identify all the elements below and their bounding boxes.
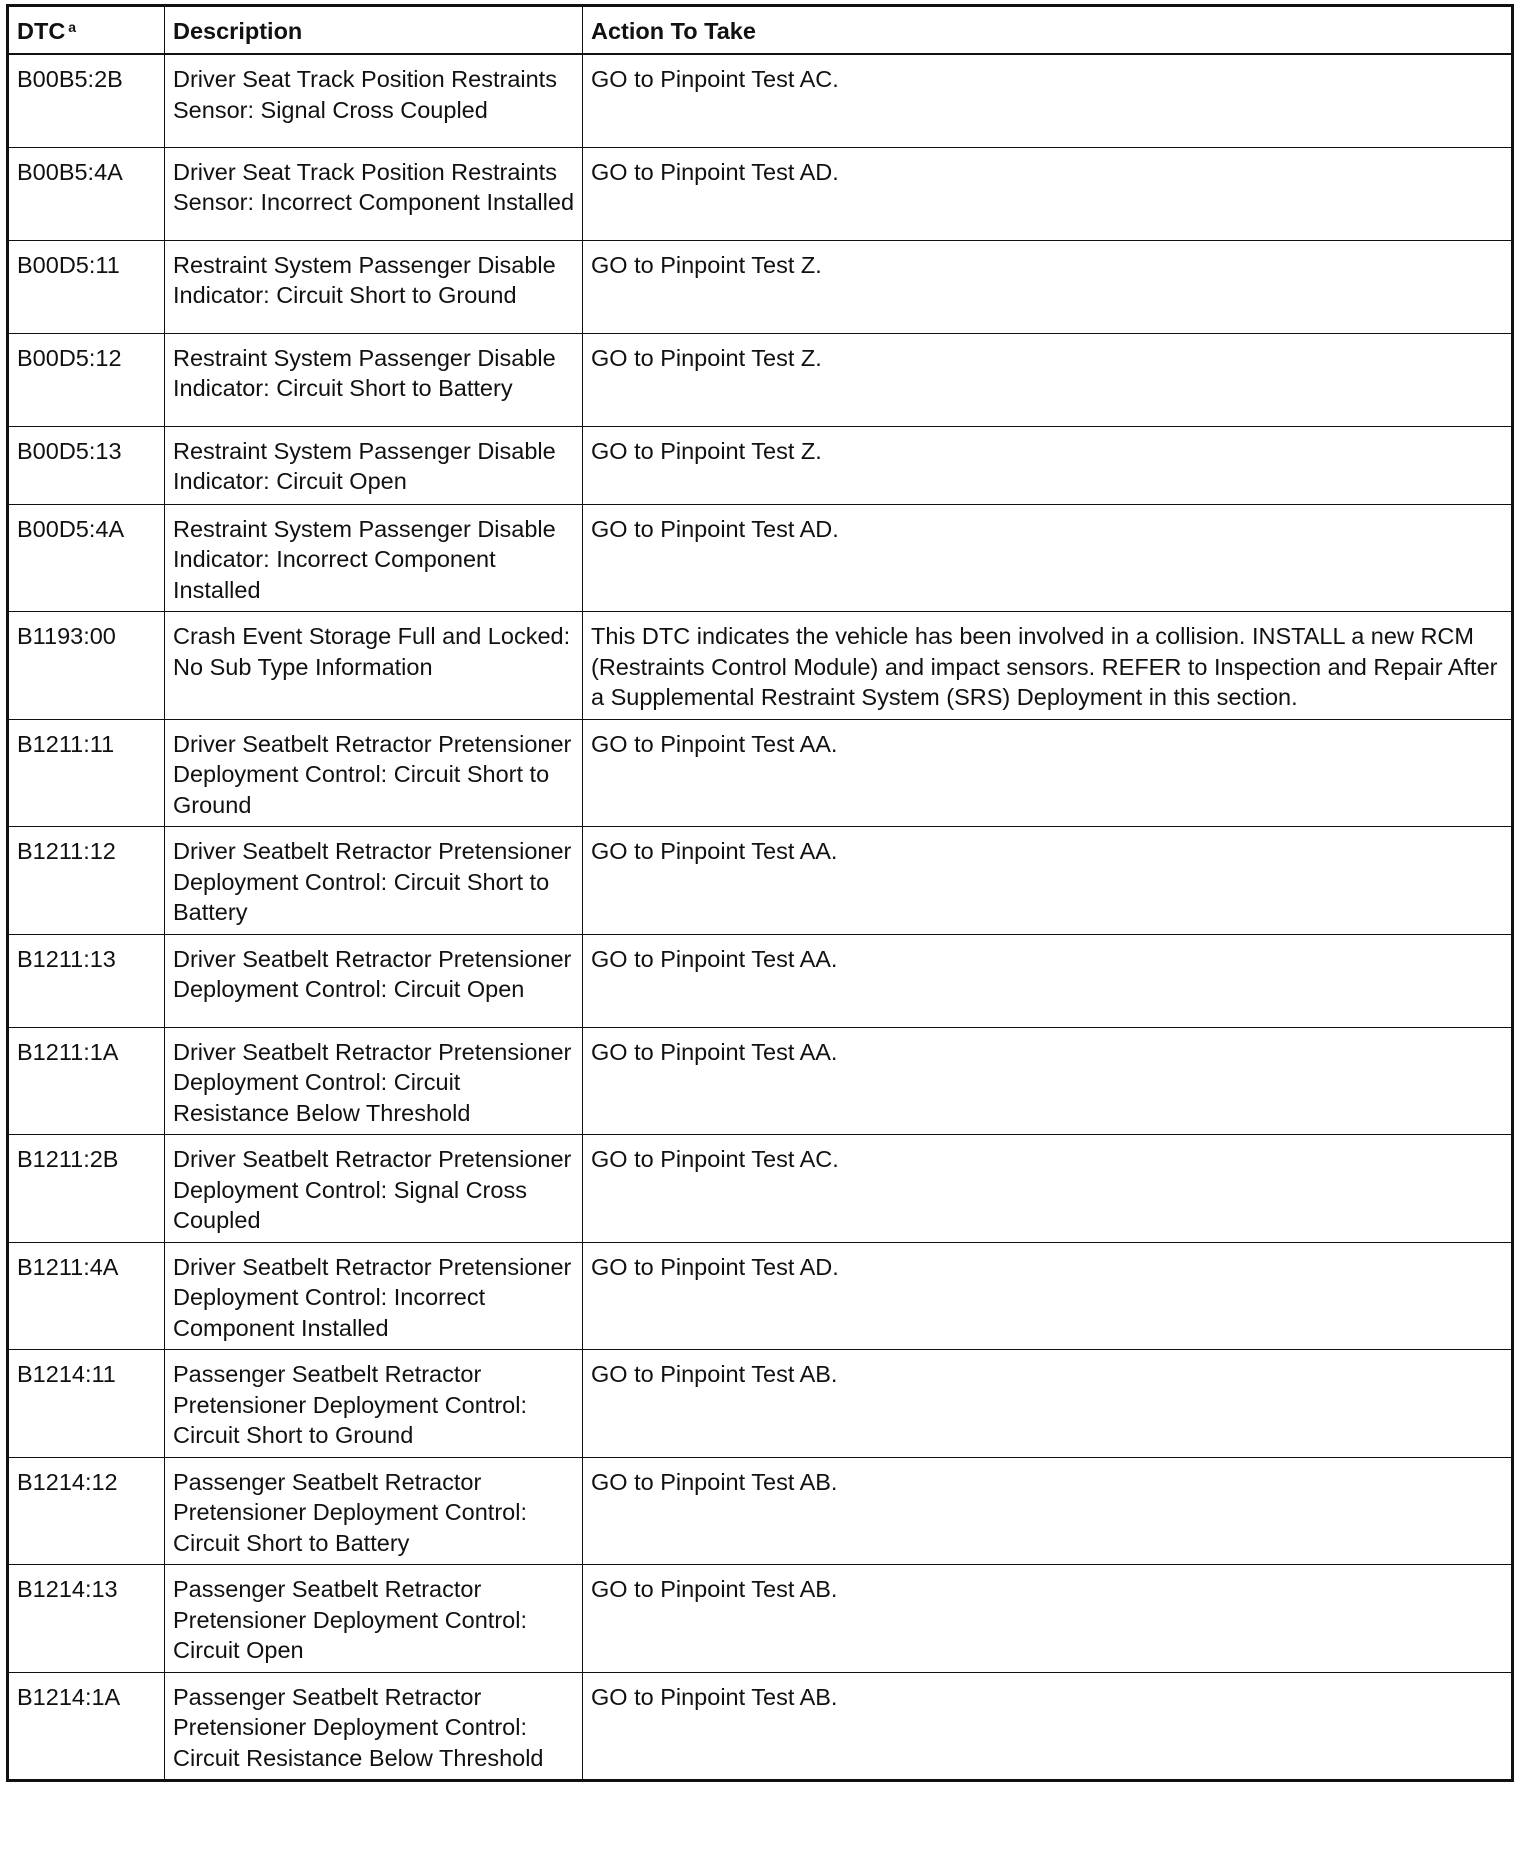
dtc-cell: B1214:1A	[8, 1672, 165, 1781]
dtc-cell: B00B5:2B	[8, 54, 165, 147]
action-cell: GO to Pinpoint Test AB.	[583, 1457, 1513, 1565]
action-cell: GO to Pinpoint Test AB.	[583, 1672, 1513, 1781]
description-cell: Driver Seatbelt Retractor Pretensioner Deployment Control: Circuit Open	[165, 934, 583, 1027]
table-row	[8, 54, 1513, 147]
action-cell: GO to Pinpoint Test AB.	[583, 1565, 1513, 1673]
dtc-cell: B1211:1A	[8, 1027, 165, 1135]
description-cell: Restraint System Passenger Disable Indicator: Circuit Short to Ground	[165, 240, 583, 333]
table-header-row	[8, 6, 1513, 55]
dtc-cell: B1211:12	[8, 827, 165, 935]
action-cell: GO to Pinpoint Test AD.	[583, 504, 1513, 612]
action-cell: GO to Pinpoint Test AC.	[583, 54, 1513, 147]
description-cell: Passenger Seatbelt Retractor Pretensioner Deployment Control: Circuit Resistance Below Threshold	[165, 1672, 583, 1781]
table-row	[8, 934, 1513, 1027]
action-cell: GO to Pinpoint Test Z.	[583, 426, 1513, 504]
dtc-cell: B00D5:12	[8, 333, 165, 426]
action-cell: GO to Pinpoint Test AA.	[583, 934, 1513, 1027]
table-row	[8, 1135, 1513, 1243]
table-row	[8, 333, 1513, 426]
action-cell: GO to Pinpoint Test AC.	[583, 1135, 1513, 1243]
table-row	[8, 1350, 1513, 1458]
action-cell: This DTC indicates the vehicle has been involved in a collision. INSTALL a new RCM (Restraints Control Module) and impact sensors. REFER to Inspection and Repair After a Supplemental Restraint System (SRS) Deployment in this section.	[583, 612, 1513, 720]
description-cell: Restraint System Passenger Disable Indicator: Circuit Short to Battery	[165, 333, 583, 426]
header-dtc-label: DTC	[17, 18, 66, 44]
action-cell: GO to Pinpoint Test Z.	[583, 240, 1513, 333]
dtc-cell: B1211:2B	[8, 1135, 165, 1243]
dtc-cell: B00D5:11	[8, 240, 165, 333]
table-row	[8, 147, 1513, 240]
action-cell: GO to Pinpoint Test AD.	[583, 1242, 1513, 1350]
dtc-cell: B1214:12	[8, 1457, 165, 1565]
table-row	[8, 1457, 1513, 1565]
description-cell: Driver Seatbelt Retractor Pretensioner Deployment Control: Incorrect Component Installed	[165, 1242, 583, 1350]
table-row	[8, 827, 1513, 935]
dtc-cell: B1193:00	[8, 612, 165, 720]
description-cell: Passenger Seatbelt Retractor Pretensioner Deployment Control: Circuit Short to Ground	[165, 1350, 583, 1458]
dtc-cell: B1211:11	[8, 719, 165, 827]
action-cell: GO to Pinpoint Test AB.	[583, 1350, 1513, 1458]
description-cell: Restraint System Passenger Disable Indicator: Incorrect Component Installed	[165, 504, 583, 612]
dtc-cell: B00D5:13	[8, 426, 165, 504]
table-row	[8, 612, 1513, 720]
dtc-cell: B1214:13	[8, 1565, 165, 1673]
description-cell: Driver Seat Track Position Restraints Sensor: Incorrect Component Installed	[165, 147, 583, 240]
dtc-cell: B1211:4A	[8, 1242, 165, 1350]
table-row	[8, 1672, 1513, 1781]
header-description: Description	[165, 6, 583, 55]
table-row	[8, 1565, 1513, 1673]
description-cell: Driver Seatbelt Retractor Pretensioner Deployment Control: Circuit Resistance Below Threshold	[165, 1027, 583, 1135]
action-cell: GO to Pinpoint Test Z.	[583, 333, 1513, 426]
action-cell: GO to Pinpoint Test AA.	[583, 827, 1513, 935]
description-cell: Passenger Seatbelt Retractor Pretensioner Deployment Control: Circuit Short to Battery	[165, 1457, 583, 1565]
table-row	[8, 1027, 1513, 1135]
action-cell: GO to Pinpoint Test AD.	[583, 147, 1513, 240]
description-cell: Driver Seat Track Position Restraints Sensor: Signal Cross Coupled	[165, 54, 583, 147]
description-cell: Passenger Seatbelt Retractor Pretensioner Deployment Control: Circuit Open	[165, 1565, 583, 1673]
action-cell: GO to Pinpoint Test AA.	[583, 1027, 1513, 1135]
table-row	[8, 426, 1513, 504]
action-cell: GO to Pinpoint Test AA.	[583, 719, 1513, 827]
header-dtc	[8, 6, 165, 55]
table-row	[8, 240, 1513, 333]
dtc-cell: B1211:13	[8, 934, 165, 1027]
dtc-cell: B00B5:4A	[8, 147, 165, 240]
dtc-cell: B00D5:4A	[8, 504, 165, 612]
header-action: Action To Take	[583, 6, 1513, 55]
description-cell: Restraint System Passenger Disable Indicator: Circuit Open	[165, 426, 583, 504]
table-row	[8, 719, 1513, 827]
description-cell: Driver Seatbelt Retractor Pretensioner Deployment Control: Circuit Short to Ground	[165, 719, 583, 827]
dtc-cell: B1214:11	[8, 1350, 165, 1458]
table-row	[8, 504, 1513, 612]
description-cell: Driver Seatbelt Retractor Pretensioner Deployment Control: Circuit Short to Battery	[165, 827, 583, 935]
table-row	[8, 1242, 1513, 1350]
header-dtc-footnote: a	[68, 19, 77, 35]
description-cell: Driver Seatbelt Retractor Pretensioner Deployment Control: Signal Cross Coupled	[165, 1135, 583, 1243]
description-cell: Crash Event Storage Full and Locked: No Sub Type Information	[165, 612, 583, 720]
dtc-table	[6, 4, 1514, 1782]
